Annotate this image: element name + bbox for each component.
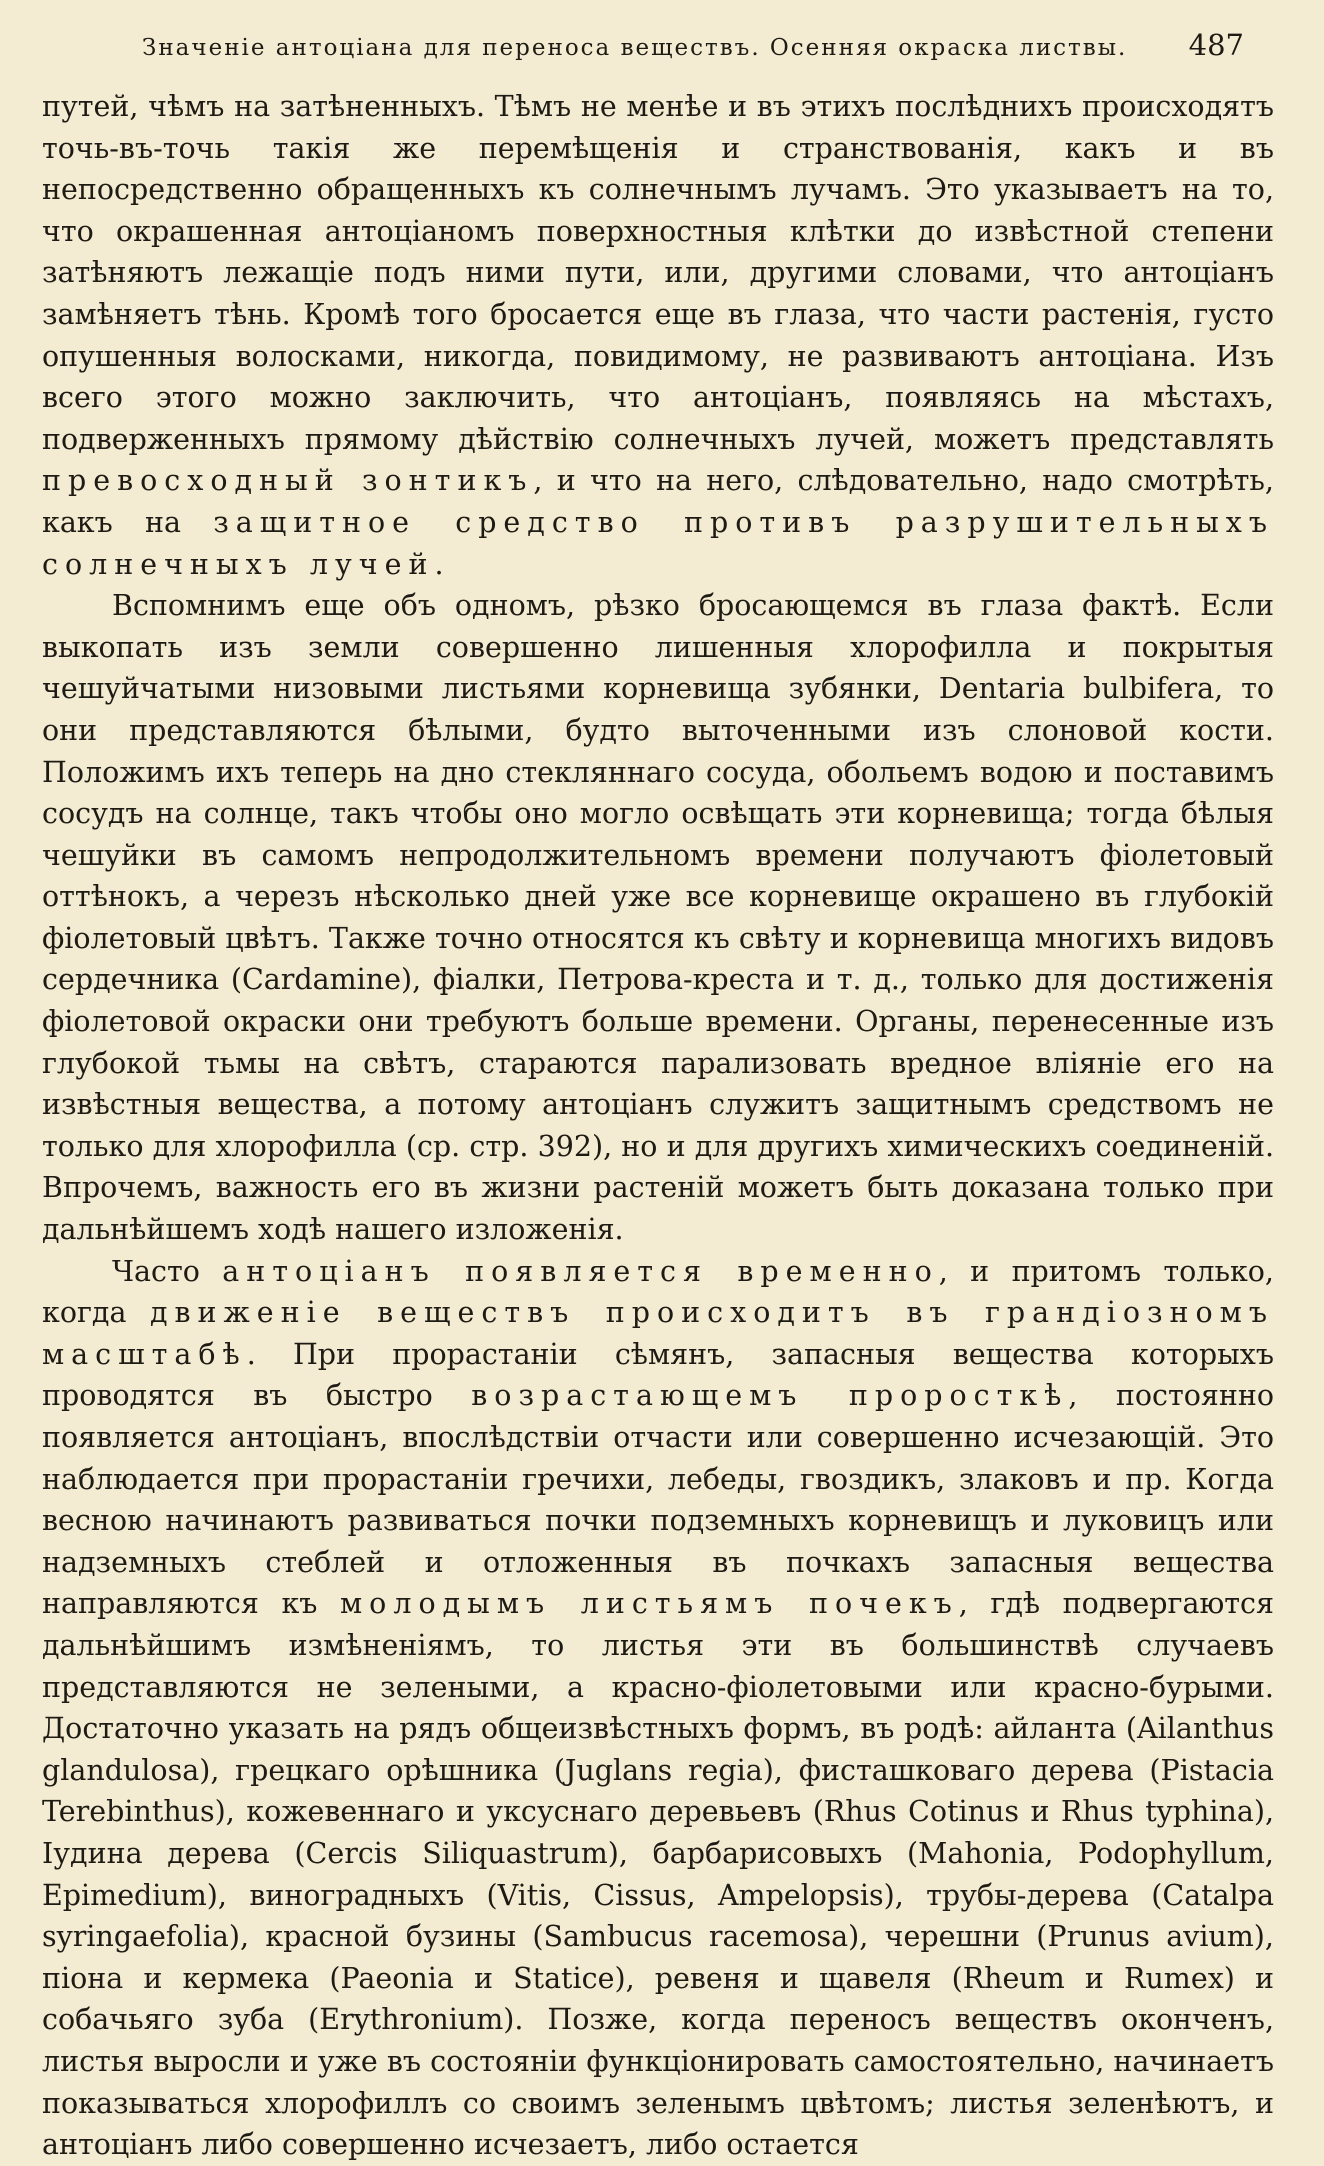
text-run: , гдѣ подвергаются дальнѣйшимъ измѣненіямъ, то листья эти въ большинствѣ случаевъ представляются не зелеными, а красно-фіолетовыми или красно-бурыми. Достаточно указать на рядъ общеизвѣстныхъ формъ, въ родѣ: айланта (Ailanthus glandulosa), грецкаго орѣшника (Juglans regia), фисташковаго дерева (Pistacia Terebinthus), кожевеннаго и уксуснаго деревьевъ (Rhus Cotinus и Rhus typhina), Іудина дерева (Cercis Siliquastrum), барбарисовыхъ (Mahonia, Podophyllum, Epimedium), виноградныхъ (Vitis, Cissus, Ampelopsis), трубы-дерева (Catalpa syringaefolia), красной бузины (Sambucus racemosa), черешни (Prunus avium), піона и кермека (Paeonia и Statice), ревеня и щавеля (Rheum и Rumex) и собачьяго зуба (Erythronium). Позже, когда переносъ веществъ оконченъ, листья выросли и уже въ состояніи функціонировать самостоятельно, начинаетъ показываться хлорофиллъ со своимъ зеленымъ цвѣтомъ; листья зеленѣютъ, и антоціанъ либо совершенно исчезаетъ, либо остается [42,1587,1274,2162]
page-number: 487 [1188,28,1244,62]
text-run: Часто [112,1254,223,1288]
paragraph [42,1251,1274,2166]
running-header [142,28,1244,62]
spaced-emphasis: молодымъ листьямъ почекъ [340,1587,959,1621]
paragraph [42,585,1274,1251]
header-title: Значеніе антоціана для переноса веществъ. Осенняя окраска листвы. [142,35,1128,61]
spaced-emphasis: антоціанъ появляется временно [222,1254,939,1288]
body-text [42,86,1274,2166]
text-run: . При прорастаніи сѣмянъ, запасныя вещества которыхъ проводятся въ быстро [42,1337,1274,1413]
text-run: , и притомъ только, когда [42,1254,1274,1330]
spaced-emphasis: возрастающемъ пpоросткѣ [471,1379,1069,1413]
text-run: , и что на него, слѣдовательно, надо смотрѣть, какъ на [42,464,1274,539]
text-run: , постоянно появляется антоціанъ, впослѣдствіи отчасти или совершенно исчезающій. Это наблюдается при прорастаніи гречихи, лебеды, гвоздикъ, злаковъ и пр. Когда весною начинаютъ развиваться почки подземныхъ корневищъ и луковицъ или надземныхъ стеблей и отложенныя въ почкахъ запасныя вещества направляются къ [42,1379,1275,1621]
text-run: путей, чѣмъ на затѣненныхъ. Тѣмъ не менѣе и въ этихъ послѣднихъ происходятъ точь-въ-точь такія же перемѣщенія и странствованія, какъ и въ непосредственно обращенныхъ къ солнечнымъ лучамъ. Это указываетъ на то, что окрашенная антоціаномъ поверхностныя клѣтки до извѣстной степени затѣняютъ лежащіе подъ ними пути, или, другими словами, что антоціанъ замѣняетъ тѣнь. Кромѣ того бросается еще въ глаза, что части растенія, густо опушенныя волосками, никогда, повидимому, не развиваютъ антоціана. Изъ всего этого можно заключить, что антоціанъ, появляясь на мѣстахъ, подверженныхъ прямому дѣйствію солнечныхъ лучей, можетъ представлять [42,90,1274,456]
spaced-emphasis: защитное средство противъ разрушительныхъ солнечныхъ лучей [42,505,1274,581]
paragraph [42,86,1274,585]
spaced-emphasis: превосходный зонтикъ [42,464,534,498]
spaced-emphasis: движеніе веществъ происходитъ въ грандіозномъ масштабѣ [42,1296,1274,1371]
text-run: . [434,547,444,581]
text-run: Вспомнимъ еще объ одномъ, рѣзко бросающемся въ глаза фактѣ. Если выкопать изъ земли совершенно лишенныя хлорофилла и покрытыя чешуйчатыми низовыми листьями корневища зубянки, Dentaria bulbifera, то они представляются бѣлыми, будто выточенными изъ слоновой кости. Положимъ ихъ теперь на дно стекляннаго сосуда, обольемъ водою и поставимъ сосудъ на солнце, такъ чтобы оно могло освѣщать эти корневища; тогда бѣлыя чешуйки въ самомъ непродолжительномъ времени получаютъ фіолетовый оттѣнокъ, а черезъ нѣсколько дней уже все корневище окрашено въ глубокій фіолетовый цвѣтъ. Также точно относятся къ свѣту и корневища многихъ видовъ сердечника (Cardamine), фіалки, Петрова-креста и т. д., только для достиженія фіолетовой окраски они требуютъ больше времени. Органы, перенесенные изъ глубокой тьмы на свѣтъ, стараются парализовать вредное вліяніе его на извѣстныя вещества, а потому антоціанъ служитъ защитнымъ средствомъ не только для хлорофилла (ср. стр. 392), но и для другихъ химическихъ соединеній. Впрочемъ, важность его въ жизни растеній можетъ быть доказана только при дальнѣйшемъ ходѣ нашего изложенія. [42,589,1274,1247]
